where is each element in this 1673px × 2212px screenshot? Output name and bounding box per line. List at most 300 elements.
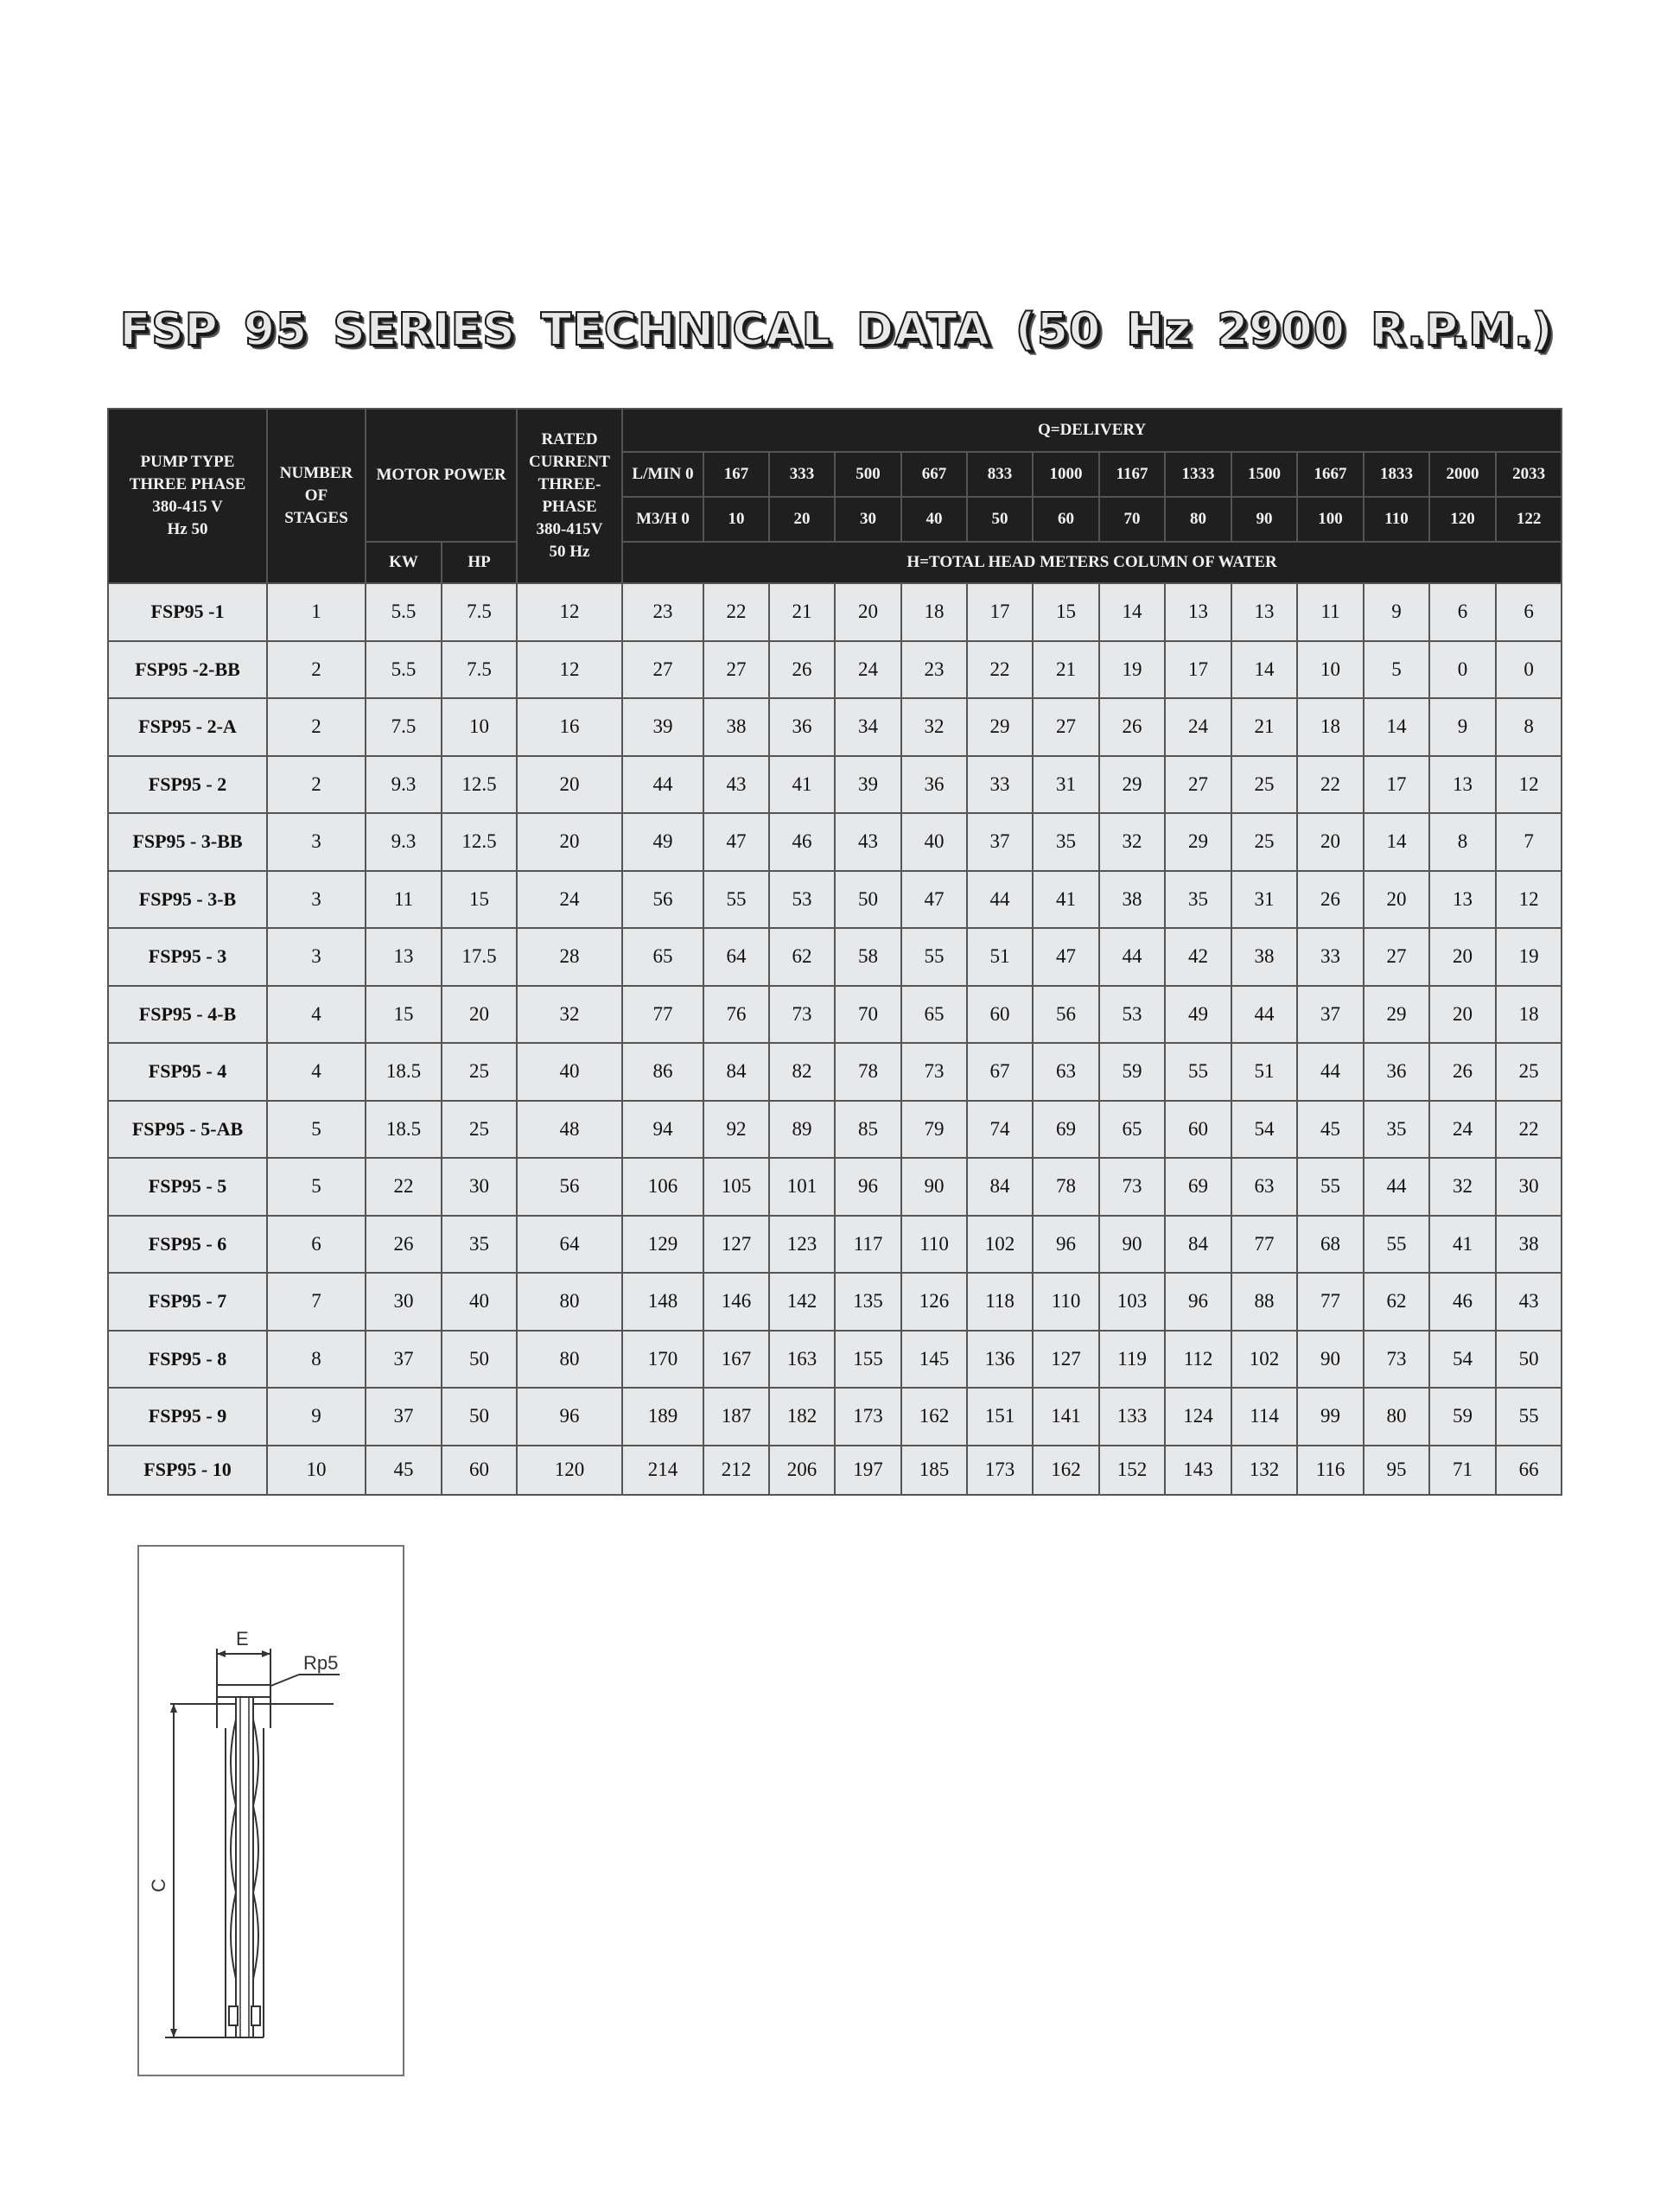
head-cell: 14	[1231, 641, 1297, 699]
head-cell: 47	[901, 871, 967, 929]
head-cell: 41	[1033, 871, 1099, 929]
head-cell: 94	[622, 1101, 703, 1159]
head-cell: 214	[622, 1446, 703, 1495]
header-m3h-value: 50	[967, 497, 1033, 542]
head-cell: 133	[1099, 1388, 1165, 1446]
head-cell: 92	[703, 1101, 769, 1159]
head-cell: 38	[1496, 1216, 1562, 1274]
pump-type-cell: FSP95 - 2	[108, 756, 267, 814]
head-cell: 47	[703, 813, 769, 871]
head-cell: 90	[1297, 1331, 1364, 1389]
head-cell: 117	[835, 1216, 901, 1274]
head-cell: 58	[835, 928, 901, 986]
current-cell: 12	[517, 583, 622, 641]
header-stages: NUMBER OF STAGES	[267, 409, 366, 583]
head-cell: 6	[1496, 583, 1562, 641]
head-cell: 78	[835, 1043, 901, 1101]
head-cell: 40	[901, 813, 967, 871]
current-cell: 16	[517, 698, 622, 756]
head-cell: 78	[1033, 1158, 1099, 1216]
head-cell: 36	[1364, 1043, 1429, 1101]
current-cell: 20	[517, 813, 622, 871]
hp-cell: 50	[442, 1388, 517, 1446]
head-cell: 33	[967, 756, 1033, 814]
head-cell: 110	[1033, 1273, 1099, 1331]
head-cell: 77	[622, 986, 703, 1044]
kw-cell: 26	[366, 1216, 442, 1274]
head-cell: 13	[1231, 583, 1297, 641]
head-cell: 10	[1297, 641, 1364, 699]
head-cell: 26	[1099, 698, 1165, 756]
head-cell: 124	[1165, 1388, 1231, 1446]
head-cell: 25	[1231, 813, 1297, 871]
head-cell: 55	[1165, 1043, 1231, 1101]
head-cell: 73	[769, 986, 835, 1044]
head-cell: 64	[703, 928, 769, 986]
head-cell: 170	[622, 1331, 703, 1389]
head-cell: 22	[967, 641, 1033, 699]
head-cell: 82	[769, 1043, 835, 1101]
kw-cell: 37	[366, 1388, 442, 1446]
head-cell: 21	[1231, 698, 1297, 756]
head-cell: 43	[1496, 1273, 1562, 1331]
head-cell: 71	[1429, 1446, 1496, 1495]
kw-cell: 45	[366, 1446, 442, 1495]
head-cell: 146	[703, 1273, 769, 1331]
head-cell: 77	[1297, 1273, 1364, 1331]
head-cell: 88	[1231, 1273, 1297, 1331]
head-cell: 118	[967, 1273, 1033, 1331]
stages-cell: 5	[267, 1158, 366, 1216]
header-lmin-value: 1333	[1165, 452, 1231, 497]
head-cell: 44	[1231, 986, 1297, 1044]
current-cell: 64	[517, 1216, 622, 1274]
head-cell: 29	[1099, 756, 1165, 814]
pump-type-cell: FSP95 -2-BB	[108, 641, 267, 699]
head-cell: 51	[1231, 1043, 1297, 1101]
head-cell: 102	[967, 1216, 1033, 1274]
rp5-label: Rp5	[303, 1652, 339, 1674]
stages-cell: 6	[267, 1216, 366, 1274]
hp-cell: 15	[442, 871, 517, 929]
hp-cell: 12.5	[442, 756, 517, 814]
head-cell: 70	[835, 986, 901, 1044]
head-cell: 36	[901, 756, 967, 814]
head-cell: 23	[901, 641, 967, 699]
head-cell: 18	[1297, 698, 1364, 756]
head-cell: 23	[622, 583, 703, 641]
kw-cell: 7.5	[366, 698, 442, 756]
pump-type-cell: FSP95 - 3-B	[108, 871, 267, 929]
head-cell: 12	[1496, 756, 1562, 814]
dimension-c-label: C	[148, 1878, 169, 1892]
head-cell: 182	[769, 1388, 835, 1446]
head-cell: 89	[769, 1101, 835, 1159]
head-cell: 85	[835, 1101, 901, 1159]
head-cell: 173	[835, 1388, 901, 1446]
head-cell: 145	[901, 1331, 967, 1389]
pump-type-cell: FSP95 - 2-A	[108, 698, 267, 756]
header-lmin-value: 167	[703, 452, 769, 497]
header-hp: HP	[442, 542, 517, 583]
head-cell: 41	[1429, 1216, 1496, 1274]
current-cell: 40	[517, 1043, 622, 1101]
stages-cell: 10	[267, 1446, 366, 1495]
head-cell: 84	[1165, 1216, 1231, 1274]
head-cell: 0	[1429, 641, 1496, 699]
head-cell: 25	[1231, 756, 1297, 814]
hp-cell: 30	[442, 1158, 517, 1216]
head-cell: 60	[967, 986, 1033, 1044]
header-m3h-value: 40	[901, 497, 967, 542]
head-cell: 29	[1165, 813, 1231, 871]
header-m3h-value: 122	[1496, 497, 1562, 542]
stages-cell: 3	[267, 871, 366, 929]
head-cell: 39	[622, 698, 703, 756]
head-cell: 143	[1165, 1446, 1231, 1495]
pump-type-cell: FSP95 - 10	[108, 1446, 267, 1495]
head-cell: 123	[769, 1216, 835, 1274]
head-cell: 65	[1099, 1101, 1165, 1159]
head-cell: 95	[1364, 1446, 1429, 1495]
current-cell: 12	[517, 641, 622, 699]
head-cell: 206	[769, 1446, 835, 1495]
head-cell: 22	[703, 583, 769, 641]
head-cell: 43	[703, 756, 769, 814]
table-row	[108, 641, 1562, 699]
head-cell: 38	[1231, 928, 1297, 986]
head-cell: 35	[1033, 813, 1099, 871]
kw-cell: 30	[366, 1273, 442, 1331]
pump-type-cell: FSP95 - 3-BB	[108, 813, 267, 871]
head-cell: 106	[622, 1158, 703, 1216]
head-cell: 69	[1165, 1158, 1231, 1216]
head-cell: 152	[1099, 1446, 1165, 1495]
head-cell: 212	[703, 1446, 769, 1495]
header-lmin-value: 2033	[1496, 452, 1562, 497]
current-cell: 24	[517, 871, 622, 929]
head-cell: 56	[1033, 986, 1099, 1044]
head-cell: 62	[1364, 1273, 1429, 1331]
head-cell: 19	[1496, 928, 1562, 986]
hp-cell: 25	[442, 1043, 517, 1101]
head-cell: 86	[622, 1043, 703, 1101]
head-cell: 66	[1496, 1446, 1562, 1495]
head-cell: 126	[901, 1273, 967, 1331]
header-m3h-value: 60	[1033, 497, 1099, 542]
table-row	[108, 1216, 1562, 1274]
head-cell: 20	[1429, 928, 1496, 986]
head-cell: 27	[1033, 698, 1099, 756]
hp-cell: 60	[442, 1446, 517, 1495]
head-cell: 80	[1364, 1388, 1429, 1446]
header-rated-current: RATED CURRENT THREE- PHASE 380-415V 50 Hz	[517, 409, 622, 583]
head-cell: 55	[703, 871, 769, 929]
head-cell: 187	[703, 1388, 769, 1446]
head-cell: 24	[1429, 1101, 1496, 1159]
head-cell: 37	[1297, 986, 1364, 1044]
head-cell: 27	[1165, 756, 1231, 814]
pump-type-cell: FSP95 - 9	[108, 1388, 267, 1446]
header-lmin-value: 833	[967, 452, 1033, 497]
table-row	[108, 813, 1562, 871]
head-cell: 8	[1496, 698, 1562, 756]
current-cell: 80	[517, 1273, 622, 1331]
head-cell: 49	[622, 813, 703, 871]
head-cell: 18	[1496, 986, 1562, 1044]
head-cell: 90	[1099, 1216, 1165, 1274]
head-cell: 26	[769, 641, 835, 699]
pump-type-cell: FSP95 - 4	[108, 1043, 267, 1101]
head-cell: 44	[622, 756, 703, 814]
current-cell: 20	[517, 756, 622, 814]
pump-type-cell: FSP95 - 4-B	[108, 986, 267, 1044]
head-cell: 22	[1297, 756, 1364, 814]
table-row	[108, 871, 1562, 929]
header-m3h-value: 20	[769, 497, 835, 542]
pump-dimension-drawing	[137, 1545, 404, 2076]
head-cell: 73	[1099, 1158, 1165, 1216]
head-cell: 77	[1231, 1216, 1297, 1274]
head-cell: 46	[1429, 1273, 1496, 1331]
head-cell: 119	[1099, 1331, 1165, 1389]
head-cell: 35	[1165, 871, 1231, 929]
head-cell: 8	[1429, 813, 1496, 871]
hp-cell: 7.5	[442, 583, 517, 641]
head-cell: 129	[622, 1216, 703, 1274]
head-cell: 84	[703, 1043, 769, 1101]
table-row	[108, 698, 1562, 756]
head-cell: 27	[703, 641, 769, 699]
kw-cell: 15	[366, 986, 442, 1044]
pump-type-cell: FSP95 - 6	[108, 1216, 267, 1274]
table-row	[108, 583, 1562, 641]
head-cell: 189	[622, 1388, 703, 1446]
head-cell: 56	[622, 871, 703, 929]
head-cell: 162	[901, 1388, 967, 1446]
pump-type-cell: FSP95 - 8	[108, 1331, 267, 1389]
head-cell: 53	[1099, 986, 1165, 1044]
current-cell: 56	[517, 1158, 622, 1216]
kw-cell: 5.5	[366, 583, 442, 641]
head-cell: 31	[1231, 871, 1297, 929]
head-cell: 24	[1165, 698, 1231, 756]
head-cell: 76	[703, 986, 769, 1044]
head-cell: 84	[967, 1158, 1033, 1216]
dimension-e-label: E	[236, 1628, 249, 1649]
kw-cell: 22	[366, 1158, 442, 1216]
head-cell: 105	[703, 1158, 769, 1216]
head-cell: 44	[1364, 1158, 1429, 1216]
head-cell: 38	[1099, 871, 1165, 929]
header-m3h-value: 70	[1099, 497, 1165, 542]
header-lmin-value: 1667	[1297, 452, 1364, 497]
stages-cell: 5	[267, 1101, 366, 1159]
head-cell: 60	[1165, 1101, 1231, 1159]
head-cell: 44	[1297, 1043, 1364, 1101]
head-cell: 141	[1033, 1388, 1099, 1446]
head-cell: 185	[901, 1446, 967, 1495]
head-cell: 55	[1364, 1216, 1429, 1274]
head-cell: 55	[1297, 1158, 1364, 1216]
head-cell: 63	[1033, 1043, 1099, 1101]
stages-cell: 4	[267, 1043, 366, 1101]
head-cell: 9	[1364, 583, 1429, 641]
head-cell: 37	[967, 813, 1033, 871]
head-cell: 12	[1496, 871, 1562, 929]
head-cell: 36	[769, 698, 835, 756]
header-m3h-value: 80	[1165, 497, 1231, 542]
table-row	[108, 1273, 1562, 1331]
head-cell: 14	[1099, 583, 1165, 641]
head-cell: 103	[1099, 1273, 1165, 1331]
head-cell: 135	[835, 1273, 901, 1331]
head-cell: 54	[1231, 1101, 1297, 1159]
head-cell: 65	[901, 986, 967, 1044]
table-row	[108, 928, 1562, 986]
head-cell: 67	[967, 1043, 1033, 1101]
hp-cell: 35	[442, 1216, 517, 1274]
hp-cell: 40	[442, 1273, 517, 1331]
stages-cell: 2	[267, 698, 366, 756]
header-lmin-label: L/MIN 0	[622, 452, 703, 497]
head-cell: 50	[1496, 1331, 1562, 1389]
header-m3h-value: 30	[835, 497, 901, 542]
head-cell: 148	[622, 1273, 703, 1331]
head-cell: 32	[901, 698, 967, 756]
head-cell: 25	[1496, 1043, 1562, 1101]
head-cell: 62	[769, 928, 835, 986]
head-cell: 151	[967, 1388, 1033, 1446]
stages-cell: 4	[267, 986, 366, 1044]
pump-type-cell: FSP95 - 7	[108, 1273, 267, 1331]
stages-cell: 9	[267, 1388, 366, 1446]
head-cell: 5	[1364, 641, 1429, 699]
head-cell: 155	[835, 1331, 901, 1389]
header-delivery: Q=DELIVERY	[622, 409, 1562, 452]
hp-cell: 25	[442, 1101, 517, 1159]
head-cell: 20	[1364, 871, 1429, 929]
kw-cell: 9.3	[366, 756, 442, 814]
current-cell: 80	[517, 1331, 622, 1389]
head-cell: 73	[1364, 1331, 1429, 1389]
hp-cell: 50	[442, 1331, 517, 1389]
head-cell: 162	[1033, 1446, 1099, 1495]
pump-type-cell: FSP95 -1	[108, 583, 267, 641]
head-cell: 136	[967, 1331, 1033, 1389]
kw-cell: 9.3	[366, 813, 442, 871]
header-lmin-value: 667	[901, 452, 967, 497]
head-cell: 11	[1297, 583, 1364, 641]
head-cell: 30	[1496, 1158, 1562, 1216]
head-cell: 55	[901, 928, 967, 986]
table-row	[108, 1331, 1562, 1389]
page-title: FSP 95 SERIES TECHNICAL DATA (50 Hz 2900 R.P.M.)	[119, 304, 1554, 356]
pump-type-cell: FSP95 - 5-AB	[108, 1101, 267, 1159]
head-cell: 42	[1165, 928, 1231, 986]
head-cell: 43	[835, 813, 901, 871]
head-cell: 17	[967, 583, 1033, 641]
head-cell: 21	[1033, 641, 1099, 699]
head-cell: 102	[1231, 1331, 1297, 1389]
header-lmin-value: 333	[769, 452, 835, 497]
head-cell: 197	[835, 1446, 901, 1495]
head-cell: 22	[1496, 1101, 1562, 1159]
head-cell: 55	[1496, 1388, 1562, 1446]
hp-cell: 7.5	[442, 641, 517, 699]
kw-cell: 11	[366, 871, 442, 929]
head-cell: 34	[835, 698, 901, 756]
current-cell: 96	[517, 1388, 622, 1446]
header-m3h-value: 110	[1364, 497, 1429, 542]
current-cell: 32	[517, 986, 622, 1044]
header-total-head: H=TOTAL HEAD METERS COLUMN OF WATER	[622, 542, 1562, 583]
header-lmin-value: 1167	[1099, 452, 1165, 497]
table-row	[108, 1388, 1562, 1446]
head-cell: 24	[835, 641, 901, 699]
stages-cell: 3	[267, 813, 366, 871]
header-lmin-value: 2000	[1429, 452, 1496, 497]
head-cell: 44	[967, 871, 1033, 929]
head-cell: 79	[901, 1101, 967, 1159]
hp-cell: 12.5	[442, 813, 517, 871]
head-cell: 29	[967, 698, 1033, 756]
head-cell: 110	[901, 1216, 967, 1274]
head-cell: 26	[1429, 1043, 1496, 1101]
head-cell: 59	[1429, 1388, 1496, 1446]
current-cell: 28	[517, 928, 622, 986]
head-cell: 20	[835, 583, 901, 641]
head-cell: 29	[1364, 986, 1429, 1044]
table-row	[108, 1101, 1562, 1159]
hp-cell: 20	[442, 986, 517, 1044]
head-cell: 18	[901, 583, 967, 641]
header-pump-type: PUMP TYPE THREE PHASE 380-415 V Hz 50	[108, 409, 267, 583]
head-cell: 142	[769, 1273, 835, 1331]
head-cell: 7	[1496, 813, 1562, 871]
head-cell: 54	[1429, 1331, 1496, 1389]
kw-cell: 13	[366, 928, 442, 986]
pump-type-cell: FSP95 - 5	[108, 1158, 267, 1216]
hp-cell: 17.5	[442, 928, 517, 986]
current-cell: 120	[517, 1446, 622, 1495]
head-cell: 51	[967, 928, 1033, 986]
header-m3h-value: 10	[703, 497, 769, 542]
head-cell: 45	[1297, 1101, 1364, 1159]
head-cell: 127	[703, 1216, 769, 1274]
head-cell: 47	[1033, 928, 1099, 986]
table-row	[108, 1043, 1562, 1101]
kw-cell: 18.5	[366, 1101, 442, 1159]
head-cell: 127	[1033, 1331, 1099, 1389]
head-cell: 163	[769, 1331, 835, 1389]
head-cell: 27	[1364, 928, 1429, 986]
head-cell: 46	[769, 813, 835, 871]
header-lmin-value: 1000	[1033, 452, 1099, 497]
head-cell: 13	[1429, 756, 1496, 814]
head-cell: 49	[1165, 986, 1231, 1044]
head-cell: 101	[769, 1158, 835, 1216]
head-cell: 20	[1429, 986, 1496, 1044]
head-cell: 50	[835, 871, 901, 929]
head-cell: 21	[769, 583, 835, 641]
head-cell: 9	[1429, 698, 1496, 756]
pump-type-cell: FSP95 - 3	[108, 928, 267, 986]
head-cell: 35	[1364, 1101, 1429, 1159]
head-cell: 90	[901, 1158, 967, 1216]
head-cell: 32	[1099, 813, 1165, 871]
kw-cell: 37	[366, 1331, 442, 1389]
